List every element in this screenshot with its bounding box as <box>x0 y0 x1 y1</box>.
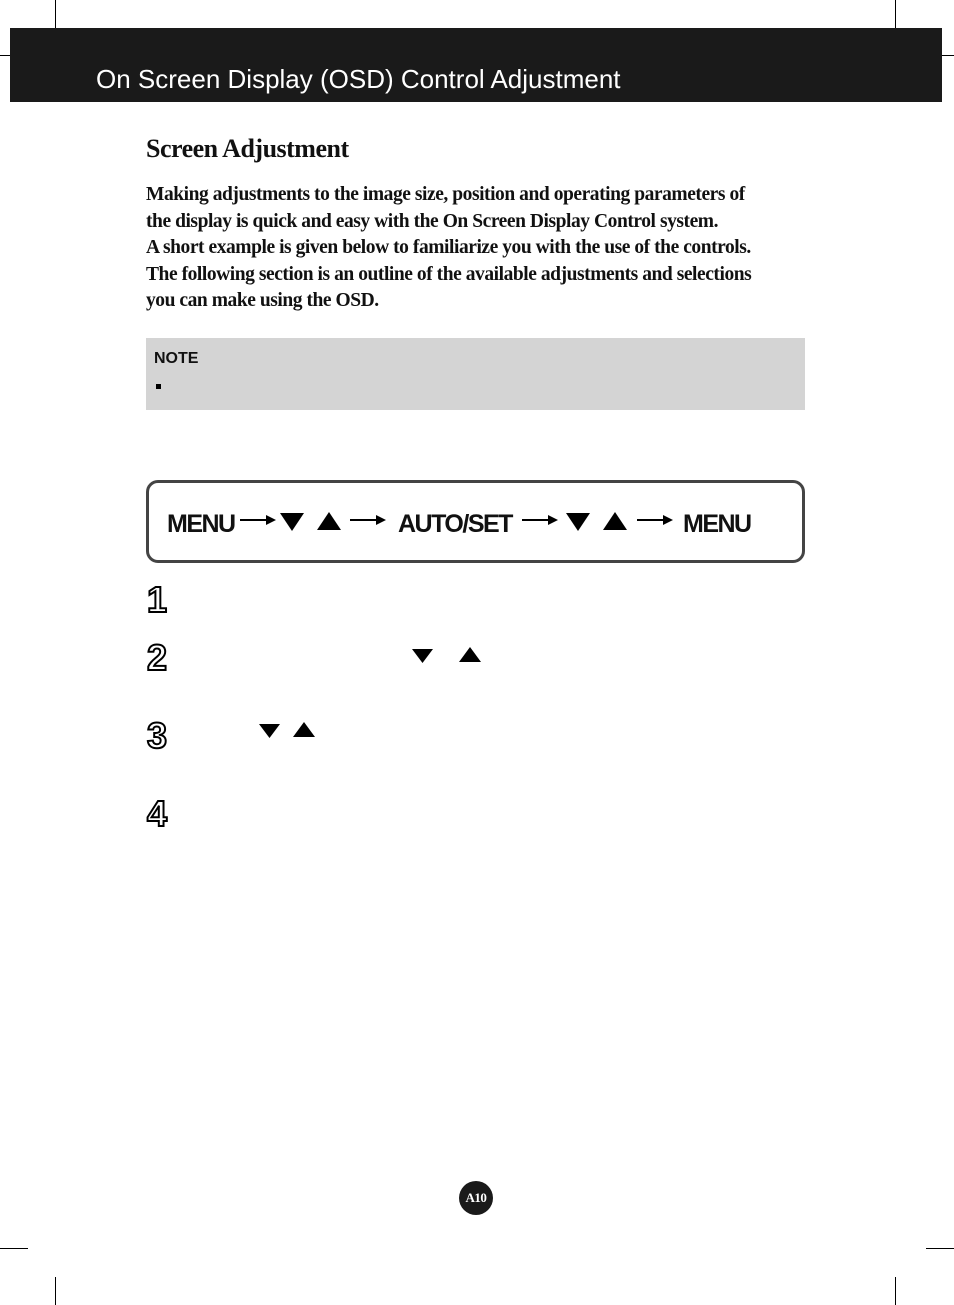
flow-menu-end: MENU <box>683 510 751 538</box>
flow-auto-set: AUTO/SET <box>398 510 512 538</box>
triangle-up-icon <box>459 647 481 662</box>
triangle-down-icon <box>259 724 280 738</box>
step-number-1: 1 <box>147 579 168 620</box>
intro-line: you can make using the OSD. <box>146 290 379 311</box>
triangle-down-icon <box>412 649 433 663</box>
step-number-3: 3 <box>147 715 168 756</box>
intro-line: Making adjustments to the image size, position and operating parameters of <box>146 184 745 205</box>
triangle-up-icon <box>317 512 341 531</box>
triangle-down-icon <box>280 512 304 531</box>
right-arrow-icon <box>522 513 558 527</box>
crop-mark <box>55 1277 56 1305</box>
osd-flow-diagram <box>146 480 805 563</box>
crop-mark <box>55 0 56 28</box>
triangle-up-icon <box>603 512 627 531</box>
page-number-badge: A10 <box>459 1181 493 1215</box>
step-number-2: 2 <box>147 637 168 678</box>
page-header-title: On Screen Display (OSD) Control Adjustment <box>96 64 621 94</box>
intro-line: A short example is given below to familiarize you with the use of the controls. <box>146 237 751 258</box>
crop-mark <box>895 1277 896 1305</box>
bullet-icon <box>156 384 161 389</box>
crop-mark <box>0 1248 28 1249</box>
flow-menu-start: MENU <box>167 510 235 538</box>
intro-paragraph <box>146 182 806 315</box>
crop-mark <box>895 0 896 28</box>
triangle-up-icon <box>293 722 315 737</box>
note-label: NOTE <box>154 350 199 367</box>
right-arrow-icon <box>637 513 673 527</box>
crop-mark <box>926 1248 954 1249</box>
intro-line: the display is quick and easy with the On Screen Display Control system. <box>146 210 718 232</box>
right-arrow-icon <box>240 513 276 527</box>
section-title: Screen Adjustment <box>146 134 349 163</box>
step-number-4: 4 <box>147 793 168 834</box>
triangle-down-icon <box>566 512 590 531</box>
note-box <box>146 338 805 410</box>
right-arrow-icon <box>350 513 386 527</box>
header-bar <box>10 28 942 102</box>
intro-line: The following section is an outline of the available adjustments and selections <box>146 263 752 285</box>
